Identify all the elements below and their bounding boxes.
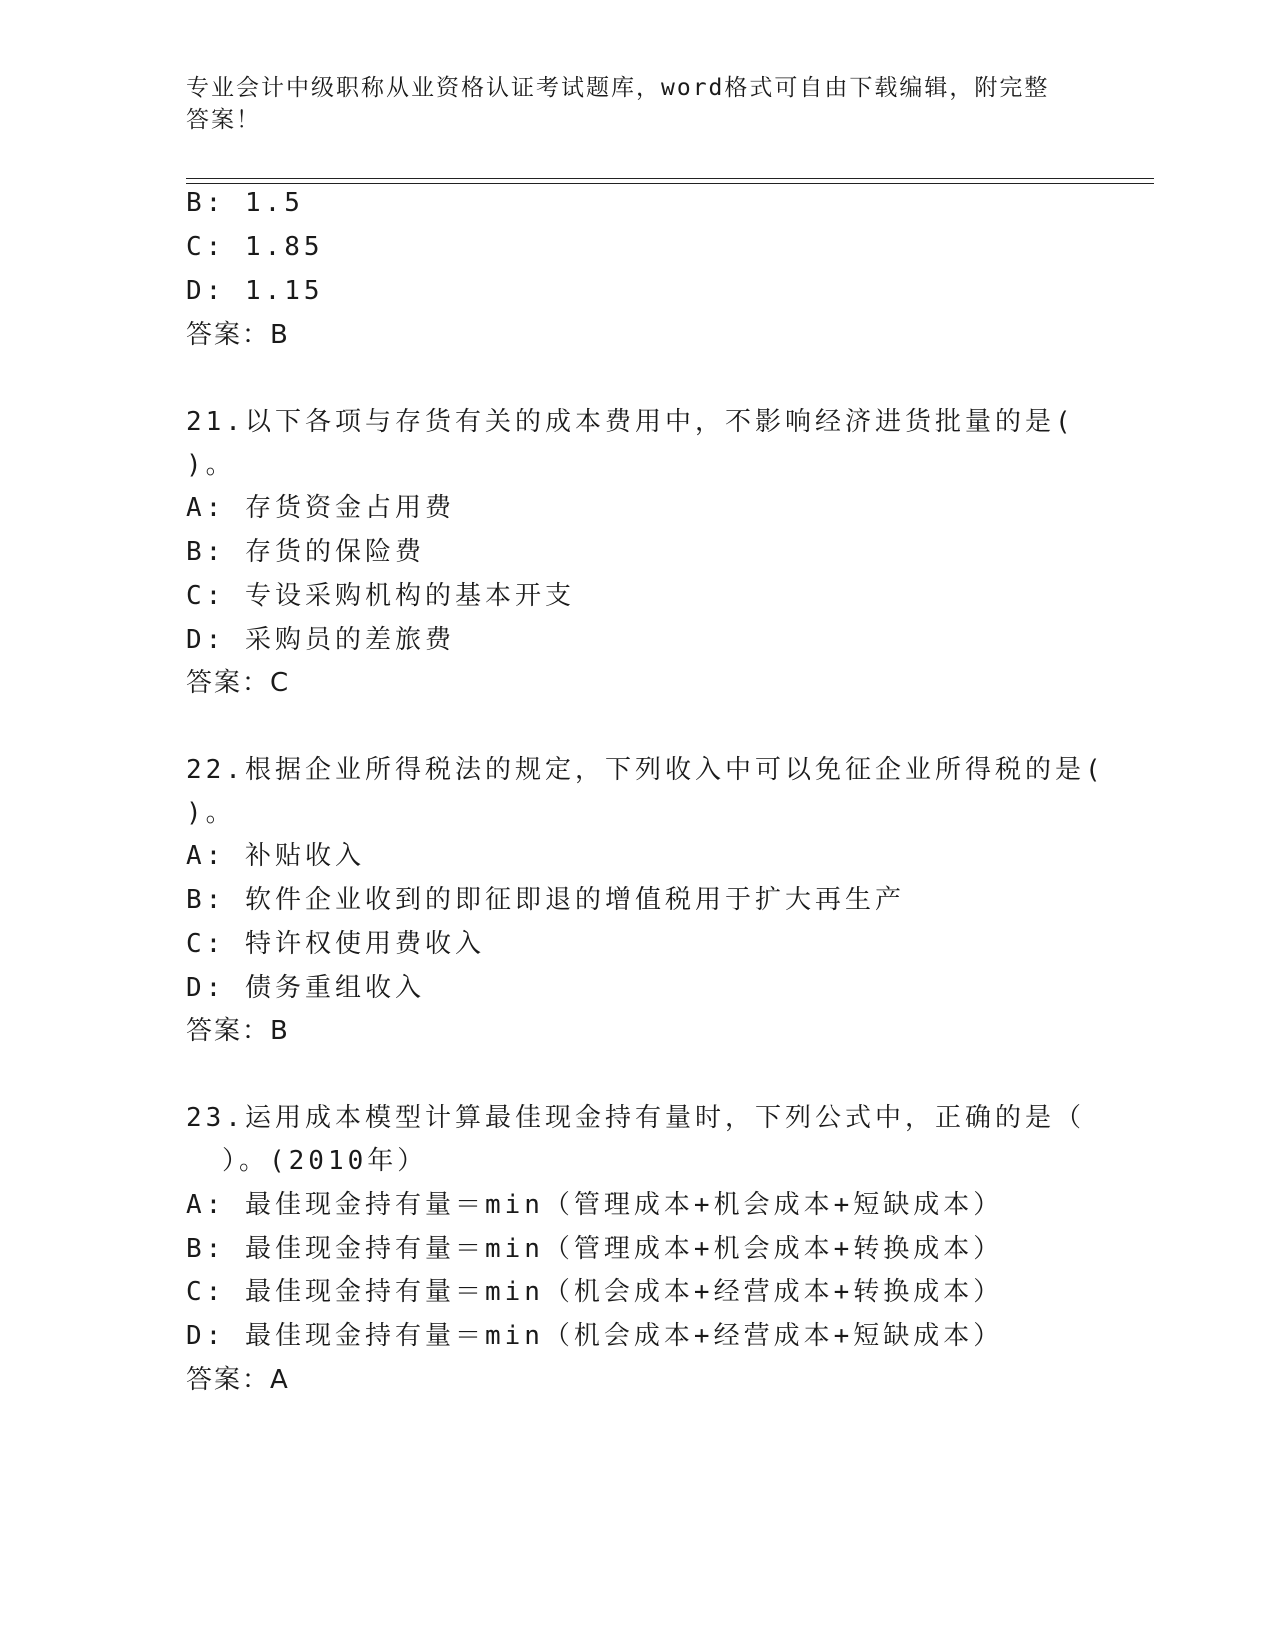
q21-option-c: C: 专设采购机构的基本开支: [186, 581, 575, 611]
q21-stem-line2: )。: [186, 450, 236, 480]
q21-option-b: B: 存货的保险费: [186, 537, 425, 567]
q23-option-d: D: 最佳现金持有量＝min（机会成本+经营成本+短缺成本）: [186, 1321, 1004, 1351]
q21-answer: 答案：C: [186, 668, 291, 698]
q23-option-b: B: 最佳现金持有量＝min（管理成本+机会成本+转换成本）: [186, 1234, 1004, 1264]
q22-answer: 答案：B: [186, 1016, 290, 1046]
q23-option-a: A: 最佳现金持有量＝min（管理成本+机会成本+短缺成本）: [186, 1190, 1004, 1220]
q23-option-c: C: 最佳现金持有量＝min（机会成本+经营成本+转换成本）: [186, 1277, 1004, 1307]
q22-stem-line2: )。: [186, 798, 236, 828]
prev-option-d: D: 1.15: [186, 276, 324, 306]
q22-option-c: C: 特许权使用费收入: [186, 929, 485, 959]
q22-option-a: A: 补贴收入: [186, 841, 365, 871]
prev-option-b: B: 1.5: [186, 188, 304, 218]
q21-option-a: A: 存货资金占用费: [186, 493, 455, 523]
document-header: 专业会计中级职称从业资格认证考试题库，word格式可自由下载编辑，附完整答案！: [186, 75, 1050, 133]
q23-answer: 答案：A: [186, 1365, 290, 1395]
prev-answer: 答案：B: [186, 320, 290, 350]
q22-option-d: D: 债务重组收入: [186, 973, 425, 1003]
q22-option-b: B: 软件企业收到的即征即退的增值税用于扩大再生产: [186, 885, 905, 915]
q22-stem-line1: 22.根据企业所得税法的规定，下列收入中可以免征企业所得税的是(: [186, 755, 1105, 785]
q21-stem-line1: 21.以下各项与存货有关的成本费用中，不影响经济进货批量的是(: [186, 407, 1075, 437]
header-rule-bottom: [186, 183, 1154, 184]
prev-option-c: C: 1.85: [186, 232, 324, 262]
q23-stem-line2: ）。(2010年）: [222, 1146, 428, 1176]
q23-stem-line1: 23.运用成本模型计算最佳现金持有量时，下列公式中，正确的是（: [186, 1103, 1085, 1133]
q21-option-d: D: 采购员的差旅费: [186, 625, 455, 655]
header-rule-top: [186, 178, 1154, 179]
